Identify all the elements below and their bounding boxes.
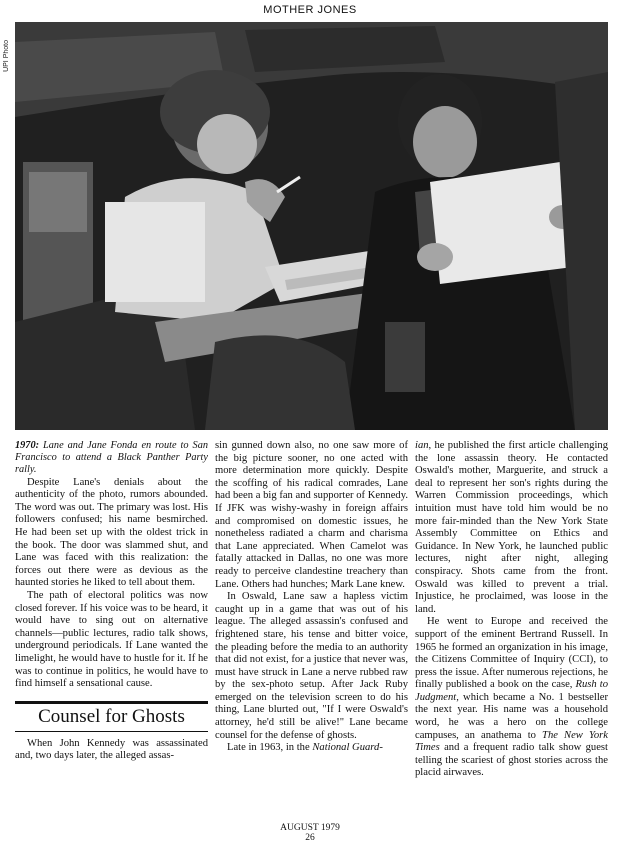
paragraph	[415, 616, 608, 780]
publication-title: ian	[415, 440, 429, 451]
caption-text: Lane and Jane Fonda en route to San Francisco to attend a Black Panther Party rally.	[15, 440, 208, 476]
section-heading-text: Counsel for Ghosts	[38, 705, 185, 727]
paragraph-text: and a frequent radio talk show guest telling the scariest of ghost stories across the placid airwaves.	[415, 742, 608, 779]
photo-credit: UPI Photo	[3, 40, 10, 72]
paragraph-text: Late in 1963, in the	[227, 742, 313, 754]
publication-title: National Guard-	[312, 742, 383, 754]
article-body	[15, 440, 608, 820]
caption-year: 1970:	[15, 440, 40, 451]
paragraph: Despite Lane's denials about the authenticity of the photo, rumors abounded. The word was out. The primary was lost. His followers confused; his name besmirched. He had been set up with the oldest trick in the book. The door was slammed shut, and Lane was faced with this realization: the forces out there were as devious as the haunted stories he liked to tell about them.	[15, 476, 208, 589]
book-title: Rush to Judgment	[415, 679, 608, 703]
paragraph	[415, 440, 608, 616]
paragraph: When John Kennedy was assassinated and, two days later, the alleged assas-	[15, 737, 208, 762]
paragraph: The path of electoral politics was now closed forever. If his voice was to be heard, it would have to sing out on alternative channels—public lectures, radio talk shows, underground periodicals. If Lane wanted the limelight, he would have to hustle for it. If he was to continue in politics, he would have to find himself a sensational cause.	[15, 589, 208, 690]
paragraph-text: , he published the first article challenging the lone assassin theory. He contacted Oswald's mother, Marguerite, and struck a deal to represent her son's rights during the Warren Commission proceedings, which intuition must have told him would be no more fair-minded than the New York State Assembly Committee on Ethics and Guidance. In New York, he launched public lectures, night after night, alleging conspiracy. Shots came from the front. Oswald was killed to prevent a trial. Injustice, he proclaimed, was loose in the land.	[415, 440, 608, 615]
column-1	[15, 440, 208, 763]
photo-caption	[15, 440, 208, 477]
column-2	[215, 440, 408, 755]
publication-title: The New York Times	[415, 729, 608, 754]
issue-date: AUGUST 1979	[280, 823, 340, 833]
page-number: 26	[305, 833, 315, 843]
paragraph-text: , which became a No. 1 bestseller the next year. His name was a household word, he was a hero on the college campuses, an anathema to	[415, 691, 608, 741]
masthead: MOTHER JONES	[263, 4, 357, 16]
section-heading	[15, 701, 208, 732]
paragraph: sin gunned down also, no one saw more of the big picture sooner, no one acted with more determination more quickly. Despite the scoffing of his radical comrades, Lane had been a big fan and supporter of Kennedy. If JFK was wishy-washy in foreign affairs and compromised on domestic issues, he nonetheless radiated a charm and charisma that Lane appreciated. When Camelot was fatally attacked in Dallas, no one was more ready to perceive clandestine treachery than Lane. Others had hunches; Mark Lane knew.	[215, 440, 408, 590]
paragraph: In Oswald, Lane saw a hapless victim caught up in a game that was out of his league. The alleged assassin's confused and frightened stare, his tense and bitter voice, the pleading before the media to an authority that did not exist, for a justice that never was, must have struck in Lane a nerve rubbed raw by the sex-photo setup. After Jack Ruby emerged on the television screen to do his thing, Lane blurted out, "If I were Oswald's attorney, he'd still be alive!" Lane became counsel for the defense of ghosts.	[215, 591, 408, 741]
paragraph-text: He went to Europe and received the support of the eminent Bertrand Russell. In 1965 he formed an organization in his image, the Citizens Committee of Inquiry (CCI), to press the issue. After numerous rejections, he finally published a book on the case,	[415, 616, 608, 691]
column-3	[415, 440, 608, 780]
page-footer	[0, 823, 620, 843]
photograph	[15, 22, 608, 430]
paragraph	[215, 742, 408, 755]
